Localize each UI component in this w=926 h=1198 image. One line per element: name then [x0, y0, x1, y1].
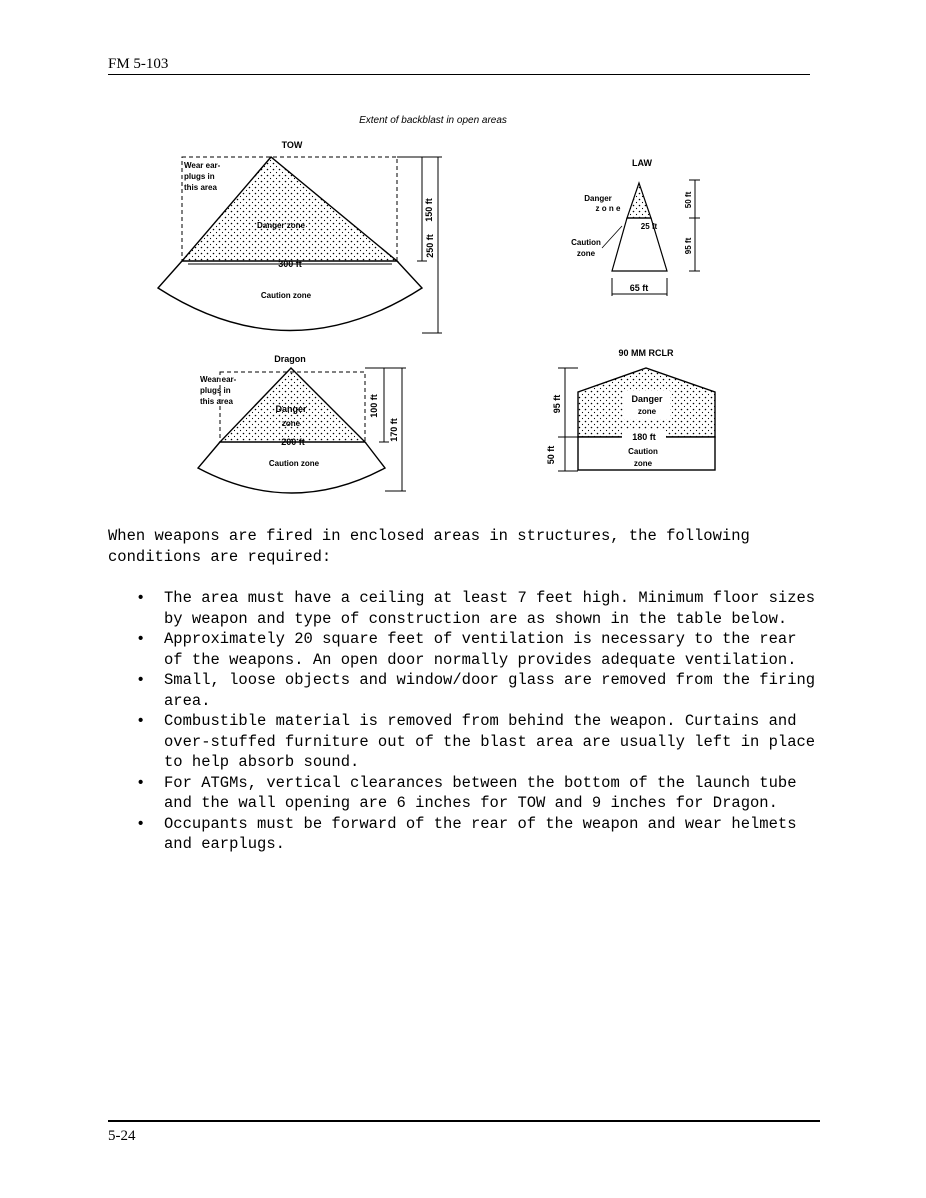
rclr-caution-depth-label: 50 ft	[546, 445, 556, 465]
dragon-title: Dragon	[274, 354, 306, 364]
rclr-danger-label-2: zone	[637, 407, 657, 416]
page-number: 5-24	[108, 1128, 136, 1144]
bullet-icon: •	[136, 671, 146, 689]
dragon-earplug-line-2: plugs in	[200, 386, 231, 395]
list-item	[108, 629, 818, 670]
law-caution-depth-label: 95 ft	[684, 237, 693, 255]
bullet-icon: •	[136, 773, 146, 792]
law-caution-label-2: zone	[576, 249, 596, 258]
list-item	[108, 588, 818, 629]
tow-caution-label: Caution zone	[260, 291, 312, 300]
list-item	[108, 773, 818, 814]
dragon-caution-label: Caution zone	[268, 459, 320, 468]
tow-earplug-line-1: Wear ear-	[184, 161, 221, 170]
backblast-figure	[140, 108, 740, 498]
tow-diagram	[158, 140, 442, 333]
tow-danger-depth-label: 150 ft	[424, 198, 434, 222]
rclr-danger-depth-label: 95 ft	[552, 394, 562, 414]
law-danger-depth-label: 50 ft	[684, 191, 693, 209]
law-caution-label-1: Caution	[571, 238, 601, 247]
list-item-text: Occupants must be forward of the rear of the weapon and wear helmets and earplugs.	[164, 814, 797, 853]
dragon-earplug-line-1: Wear ear-	[200, 375, 237, 384]
list-item-text: Combustible material is removed from behind the weapon. Curtains and over-stuffed furniture out of the blast area are usually left in place to help absorb sound.	[164, 712, 816, 771]
dragon-danger-depth-label: 100 ft	[369, 394, 379, 418]
dragon-danger-label-2: zone	[281, 419, 301, 428]
law-diagram	[571, 158, 700, 296]
law-danger-zone	[627, 183, 651, 218]
law-caution-zone	[612, 218, 667, 271]
bullet-icon: •	[136, 712, 146, 730]
list-item-text: For ATGMs, vertical clearances between the bottom of the launch tube and the wall opening are 6 inches for TOW and 9 inches for Dragon.	[164, 773, 797, 812]
rclr-caution-label-2: zone	[633, 459, 653, 468]
bullet-icon: •	[136, 589, 146, 607]
list-item-text: The area must have a ceiling at least 7 feet high. Minimum floor sizes by weapon and type of construction are as shown in the table below.	[164, 589, 816, 628]
page-header	[108, 56, 810, 75]
law-danger-width-label: 25 ft	[640, 222, 658, 231]
tow-earplug-line-2: plugs in	[184, 172, 215, 181]
figure-caption: Extent of backblast in open areas	[359, 115, 507, 126]
law-danger-label-2: z o n e	[595, 204, 621, 213]
page-footer	[108, 1128, 136, 1145]
rclr-danger-label-1: Danger	[631, 394, 663, 404]
tow-total-depth-label: 250 ft	[425, 234, 435, 258]
document-id: FM 5-103	[108, 56, 169, 72]
tow-width-label: 300 ft	[278, 259, 302, 269]
tow-title: TOW	[281, 140, 303, 150]
tow-earplug-line-3: this area	[184, 183, 217, 192]
list-item	[108, 814, 818, 855]
dragon-earplug-line-3: this area	[200, 397, 233, 406]
body-text	[108, 526, 818, 855]
rclr-width-label: 180 ft	[632, 432, 656, 442]
rclr-caution-label-1: Caution	[628, 447, 658, 456]
list-item-text: Small, loose objects and window/door glass are removed from the firing area.	[164, 671, 816, 710]
tow-danger-label: Danger zone	[256, 221, 306, 230]
bullet-icon: •	[136, 630, 146, 648]
dragon-width-label: 200 ft	[281, 437, 305, 447]
law-danger-label-1: Danger	[584, 194, 612, 203]
dragon-diagram	[198, 354, 406, 493]
rclr-diagram	[546, 348, 715, 471]
footer-rule	[108, 1120, 820, 1122]
backblast-diagram	[140, 108, 740, 498]
law-width-label: 65 ft	[629, 283, 649, 293]
list-item	[108, 670, 818, 711]
bullet-icon: •	[136, 814, 146, 833]
dragon-total-depth-label: 170 ft	[389, 418, 399, 442]
law-title: LAW	[632, 158, 652, 168]
list-item-text: Approximately 20 square feet of ventilation is necessary to the rear of the weapons. An open door normally provides adequate ventilation.	[164, 630, 797, 669]
intro-paragraph: When weapons are fired in enclosed areas in structures, the following conditions are required:	[108, 527, 750, 566]
conditions-list	[108, 588, 818, 855]
rclr-title: 90 MM RCLR	[618, 348, 674, 358]
dragon-danger-label-1: Danger	[275, 404, 307, 414]
list-item	[108, 711, 818, 773]
